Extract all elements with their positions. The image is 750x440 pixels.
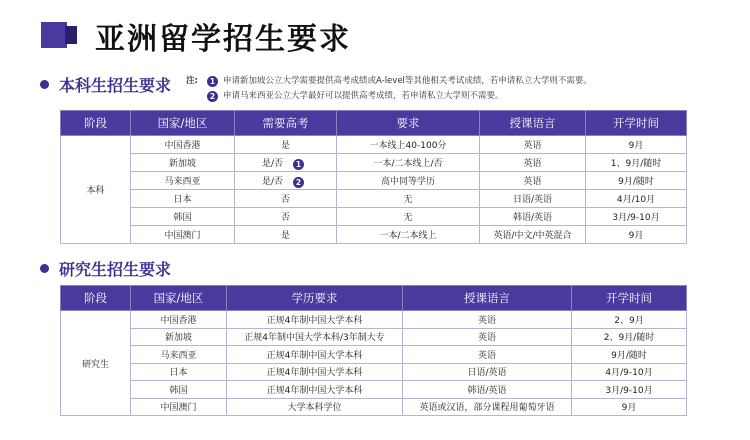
page-title: 亚洲留学招生要求: [95, 22, 351, 57]
col-header: 开学时间: [572, 286, 687, 311]
col-header: 阶段: [61, 286, 131, 311]
col-header: 国家/地区: [131, 111, 235, 136]
region-cell: 马来西亚: [131, 346, 227, 364]
note-ref-badge: 1: [293, 159, 304, 170]
gaokao-cell: 否: [235, 208, 337, 226]
bullet-icon: [40, 264, 49, 273]
requirement-cell: 一本/二本线上: [337, 226, 480, 244]
col-header: 需要高考: [235, 111, 337, 136]
note-ref-badge: 2: [293, 177, 304, 188]
gaokao-cell: 是: [235, 226, 337, 244]
start-time-cell: 9月: [586, 136, 687, 154]
education-cell: 正规4年制中国大学本科/3年制大专: [227, 328, 403, 346]
undergrad-table: [60, 110, 687, 244]
table-row: [61, 328, 687, 346]
language-cell: 日语/英语: [480, 190, 586, 208]
region-cell: 日本: [131, 363, 227, 381]
col-header: 开学时间: [586, 111, 687, 136]
region-cell: 新加坡: [131, 328, 227, 346]
section-undergrad-title: 本科生招生要求: [40, 73, 171, 96]
stage-cell: 研究生: [61, 311, 131, 416]
requirement-cell: 高中同等学历: [337, 172, 480, 190]
table-row: [61, 311, 687, 329]
table-row: [61, 136, 687, 154]
gaokao-cell: 否: [235, 190, 337, 208]
language-cell: 韩语/英语: [403, 381, 572, 399]
language-cell: 英语: [480, 172, 586, 190]
language-cell: 日语/英语: [403, 363, 572, 381]
start-time-cell: 4月/9-10月: [572, 363, 687, 381]
stage-cell: 本科: [61, 136, 131, 244]
region-cell: 韩国: [131, 381, 227, 399]
start-time-cell: 1、9月/随时: [586, 154, 687, 172]
table-row: [61, 346, 687, 364]
region-cell: 马来西亚: [131, 172, 235, 190]
language-cell: 英语: [480, 154, 586, 172]
table-row: [61, 381, 687, 399]
table-row: [61, 363, 687, 381]
start-time-cell: 3月/9-10月: [572, 381, 687, 399]
region-cell: 新加坡: [131, 154, 235, 172]
education-cell: 正规4年制中国大学本科: [227, 311, 403, 329]
language-cell: 韩语/英语: [480, 208, 586, 226]
gaokao-cell: 是/否 2: [235, 172, 337, 190]
language-cell: 英语: [480, 136, 586, 154]
table-row: [61, 208, 687, 226]
requirement-cell: 无: [337, 208, 480, 226]
section-graduate-title: 研究生招生要求: [40, 257, 171, 280]
table-header-row: [61, 286, 687, 311]
region-cell: 韩国: [131, 208, 235, 226]
graduate-table: [60, 285, 687, 416]
col-header: 国家/地区: [131, 286, 227, 311]
education-cell: 正规4年制中国大学本科: [227, 363, 403, 381]
gaokao-cell: 是/否 1: [235, 154, 337, 172]
region-cell: 中国香港: [131, 311, 227, 329]
start-time-cell: 9月: [572, 398, 687, 416]
start-time-cell: 9月: [586, 226, 687, 244]
start-time-cell: 9月/随时: [586, 172, 687, 190]
note-number-badge: 2: [207, 91, 218, 102]
table-row: [61, 226, 687, 244]
table-row: [61, 172, 687, 190]
education-cell: 大学本科学位: [227, 398, 403, 416]
logo-icon: [41, 22, 78, 48]
start-time-cell: 2、9月/随时: [572, 328, 687, 346]
requirement-cell: 一本线上40-100分: [337, 136, 480, 154]
note-item: 1 申请新加坡公立大学需要提供高考成绩或A-level等其他相关考试成绩，若申请私立大学则不需要。: [207, 74, 592, 89]
language-cell: 英语/中文/中英混合: [480, 226, 586, 244]
notes-label: 注:: [186, 76, 198, 86]
col-header: 授课语言: [480, 111, 586, 136]
start-time-cell: 2、9月: [572, 311, 687, 329]
table-header-row: [61, 111, 687, 136]
requirement-cell: 一本/二本线上/否: [337, 154, 480, 172]
table-row: [61, 154, 687, 172]
table-row: [61, 190, 687, 208]
region-cell: 中国香港: [131, 136, 235, 154]
note-item: 2 申请马来西亚公立大学最好可以提供高考成绩，若申请私立大学则不需要。: [207, 89, 504, 104]
education-cell: 正规4年制中国大学本科: [227, 346, 403, 364]
col-header: 阶段: [61, 111, 131, 136]
col-header: 要求: [337, 111, 480, 136]
note-number-badge: 1: [207, 76, 218, 87]
region-cell: 日本: [131, 190, 235, 208]
start-time-cell: 3月/9-10月: [586, 208, 687, 226]
col-header: 学历要求: [227, 286, 403, 311]
region-cell: 中国澳门: [131, 398, 227, 416]
language-cell: 英语或汉语，部分课程用葡萄牙语: [403, 398, 572, 416]
education-cell: 正规4年制中国大学本科: [227, 381, 403, 399]
region-cell: 中国澳门: [131, 226, 235, 244]
start-time-cell: 9月/随时: [572, 346, 687, 364]
language-cell: 英语: [403, 311, 572, 329]
gaokao-cell: 是: [235, 136, 337, 154]
col-header: 授课语言: [403, 286, 572, 311]
table-row: [61, 398, 687, 416]
language-cell: 英语: [403, 346, 572, 364]
start-time-cell: 4月/10月: [586, 190, 687, 208]
language-cell: 英语: [403, 328, 572, 346]
requirement-cell: 无: [337, 190, 480, 208]
bullet-icon: [40, 80, 49, 89]
